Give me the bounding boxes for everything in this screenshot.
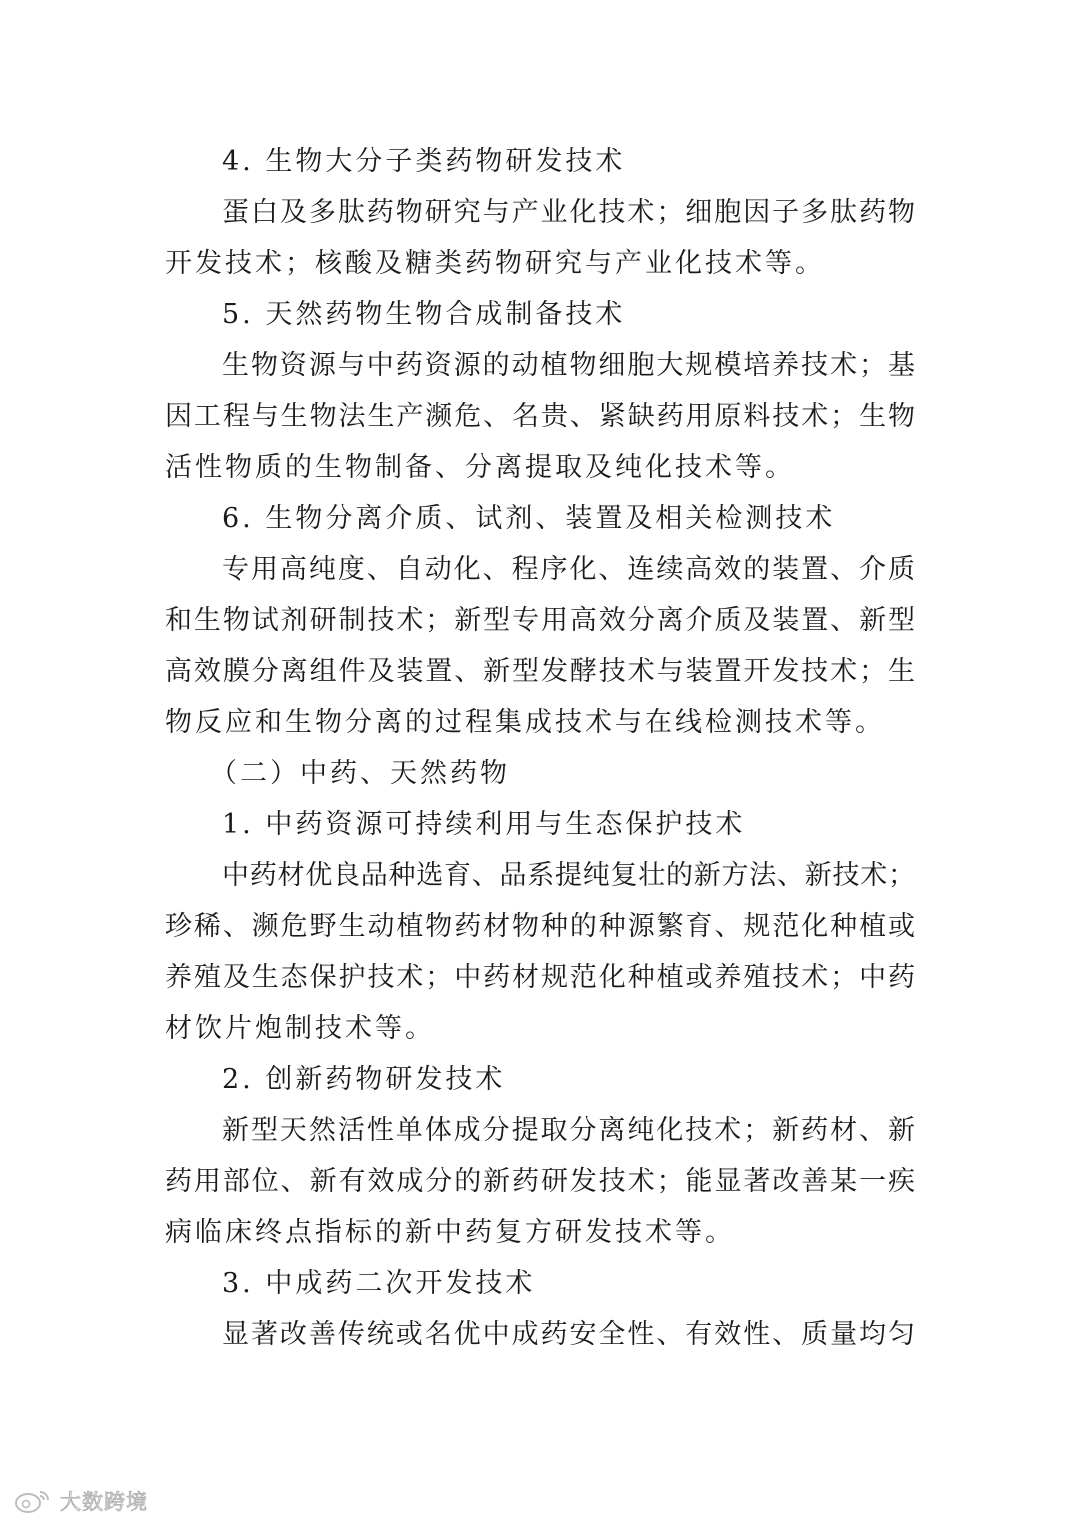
paragraph-line: 材饮片炮制技术等。 — [165, 1013, 435, 1044]
paragraph-line: 药用部位、新有效成分的新药研发技术；能显著改善某一疾 — [165, 1166, 915, 1197]
paragraph-line: 病临床终点指标的新中药复方研发技术等。 — [165, 1217, 735, 1248]
paragraph-line: 珍稀、濒危野生动植物药材物种的种源繁育、规范化种植或 — [165, 911, 915, 942]
watermark-text: 大数跨境 — [60, 1490, 148, 1514]
section-heading-5: 5. 天然药物生物合成制备技术 — [222, 299, 626, 330]
paragraph-line: 因工程与生物法生产濒危、名贵、紧缺药用原料技术；生物 — [165, 401, 915, 432]
paragraph-line: 和生物试剂研制技术；新型专用高效分离介质及装置、新型 — [165, 605, 915, 636]
paragraph-line: 显著改善传统或名优中成药安全性、有效性、质量均匀 — [222, 1319, 915, 1350]
paragraph-line: 生物资源与中药资源的动植物细胞大规模培养技术；基 — [222, 350, 915, 381]
paragraph-line: 物反应和生物分离的过程集成技术与在线检测技术等。 — [165, 707, 885, 738]
watermark — [14, 1486, 148, 1516]
section-heading-3: 3. 中成药二次开发技术 — [222, 1268, 536, 1299]
paragraph-line: 高效膜分离组件及装置、新型发酵技术与装置开发技术；生 — [165, 656, 915, 687]
section-heading-6: 6. 生物分离介质、试剂、装置及相关检测技术 — [222, 503, 836, 534]
paragraph-line: 新型天然活性单体成分提取分离纯化技术；新药材、新 — [222, 1115, 915, 1146]
paragraph-line: 专用高纯度、自动化、程序化、连续高效的装置、介质 — [222, 554, 915, 585]
paragraph-line: 养殖及生态保护技术；中药材规范化种植或养殖技术；中药 — [165, 962, 915, 993]
paragraph-line: 开发技术；核酸及糖类药物研究与产业化技术等。 — [165, 248, 825, 279]
paragraph-line: 中药材优良品种选育、品系提纯复壮的新方法、新技术； — [222, 860, 915, 891]
section-heading-2: 2. 创新药物研发技术 — [222, 1064, 506, 1095]
weibo-style-logo-icon — [14, 1488, 54, 1514]
section-heading-1: 1. 中药资源可持续利用与生态保护技术 — [222, 809, 746, 840]
paragraph-line: 蛋白及多肽药物研究与产业化技术；细胞因子多肽药物 — [222, 197, 915, 228]
chapter-heading-2: （二）中药、天然药物 — [210, 758, 510, 789]
paragraph-line: 活性物质的生物制备、分离提取及纯化技术等。 — [165, 452, 795, 483]
section-heading-4: 4. 生物大分子类药物研发技术 — [222, 146, 626, 177]
